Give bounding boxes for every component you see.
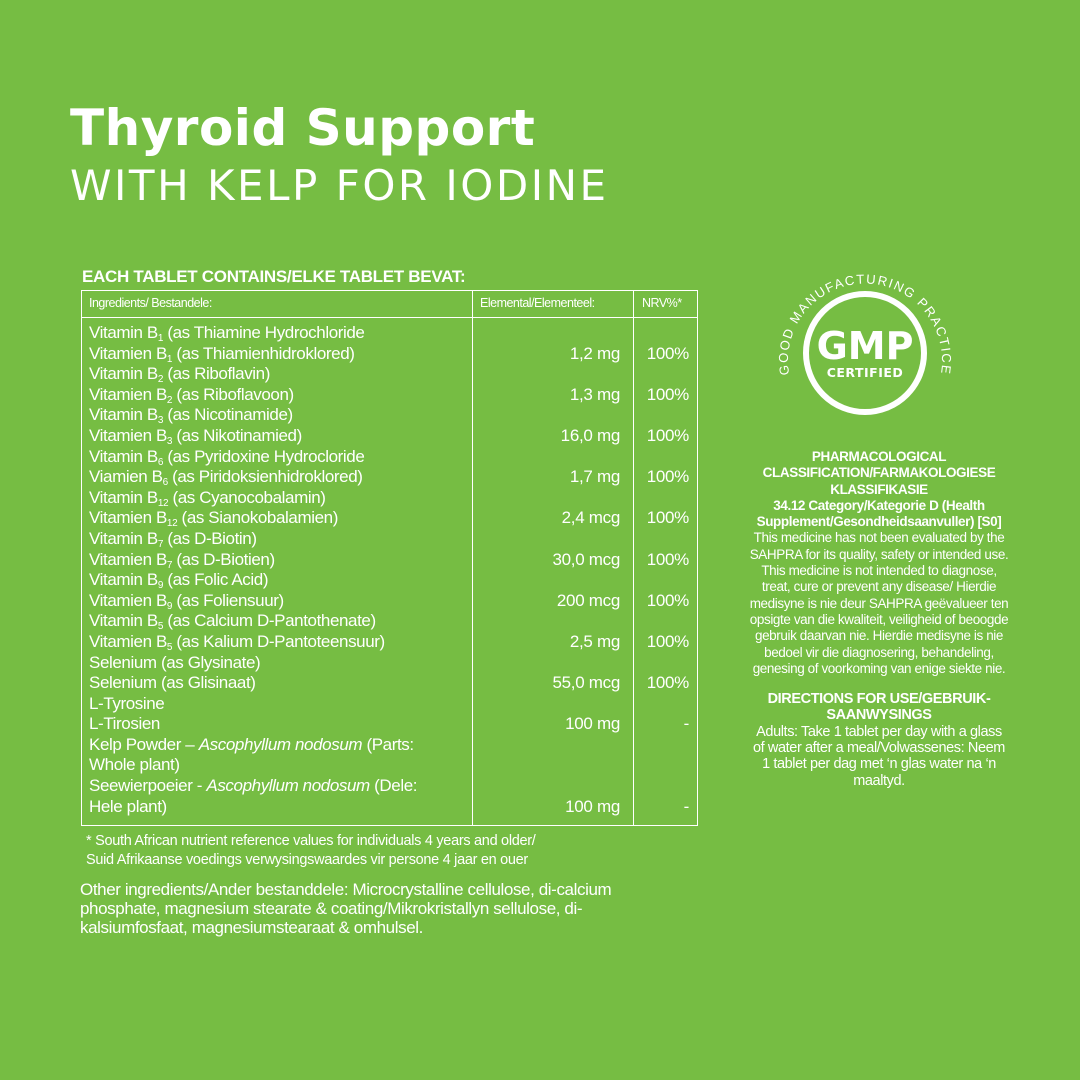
gmp-certified-badge bbox=[770, 258, 960, 448]
ingredient-line: Seewierpoeier - Ascophyllum nodosum (Dele: bbox=[89, 776, 418, 796]
classification-heading: KLASSIFIKASIE bbox=[830, 481, 928, 497]
ingredient-name bbox=[82, 323, 469, 364]
table-row bbox=[82, 405, 697, 446]
nrv-percent: 100% bbox=[646, 384, 689, 404]
nrv-percent: 100% bbox=[646, 508, 689, 528]
column-header-nrv: NRV%* bbox=[642, 296, 682, 310]
elemental-amount: 1,2 mg bbox=[569, 343, 620, 363]
product-title: Thyroid Support bbox=[70, 99, 536, 157]
badge-certified-text: CERTIFIED bbox=[826, 365, 904, 380]
ingredient-line: Vitamien $B_9$ (as Foliensuur) bbox=[89, 590, 284, 612]
product-subtitle: WITH KELP FOR IODINE bbox=[70, 161, 609, 210]
elemental-amount: 200 mcg bbox=[556, 590, 620, 610]
ingredient-line: L-Tyrosine bbox=[89, 693, 165, 713]
footnote-line: * South African nutrient reference values for individuals 4 years and older/ bbox=[86, 833, 536, 849]
ingredient-name bbox=[82, 611, 469, 652]
regulatory-info bbox=[729, 449, 1029, 789]
ingredient-line: Selenium (as Glysinate) bbox=[89, 652, 261, 672]
elemental-amount: 1,3 mg bbox=[569, 384, 620, 404]
ingredient-line: Viamien $B_6$ (as Piridoksienhidroklored) bbox=[89, 467, 363, 489]
elemental-amount: 1,7 mg bbox=[569, 467, 620, 487]
table-row bbox=[82, 323, 697, 364]
table-row bbox=[82, 447, 697, 488]
nrv-percent: 100% bbox=[646, 343, 689, 363]
table-row bbox=[82, 694, 697, 735]
footnote-line: Suid Afrikaanse voedings verwysingswaardes vir persone 4 jaar en ouer bbox=[86, 852, 528, 868]
nrv-percent: 100% bbox=[646, 590, 689, 610]
disclaimer-line: treat, cure or prevent any disease/ Hierdie bbox=[761, 579, 997, 595]
nrv-percent: - bbox=[683, 796, 689, 816]
ingredient-line: L-Tirosien bbox=[89, 714, 160, 734]
disclaimer-text bbox=[729, 530, 1029, 677]
elemental-amount: 55,0 mcg bbox=[552, 673, 620, 693]
nrv-percent: 100% bbox=[646, 631, 689, 651]
elemental-amount: 100 mg bbox=[565, 796, 620, 816]
ingredient-line: Vitamin $B_9$ (as Folic Acid) bbox=[89, 570, 269, 592]
ingredient-name bbox=[82, 653, 469, 694]
disclaimer-line: This medicine has not been evaluated by the bbox=[753, 530, 1005, 546]
table-row bbox=[82, 364, 697, 405]
ingredient-name bbox=[82, 570, 469, 611]
nrv-footnote bbox=[86, 832, 536, 870]
ingredient-line: Whole plant) bbox=[89, 755, 180, 775]
elemental-amount: 2,5 mg bbox=[569, 631, 620, 651]
ingredient-name bbox=[82, 405, 469, 446]
ingredient-line: Vitamin $B_3$ (as Nicotinamide) bbox=[89, 405, 293, 427]
ingredient-line: Hele plant) bbox=[89, 796, 167, 816]
disclaimer-line: genesing of voorkoming van enige siekte nie. bbox=[752, 660, 1006, 676]
ingredient-line: Selenium (as Glisinaat) bbox=[89, 673, 256, 693]
classification-category: 34.12 Category/Kategorie D (Health bbox=[773, 497, 985, 513]
table-row bbox=[82, 529, 697, 570]
classification-heading: CLASSIFICATION/FARMAKOLOGIESE bbox=[762, 465, 996, 481]
ingredient-line: Vitamien $B_3$ (as Nikotinamied) bbox=[89, 425, 302, 447]
column-header-elemental: Elemental/Elementeel: bbox=[480, 296, 595, 310]
ingredient-line: Kelp Powder – Ascophyllum nodosum (Parts: bbox=[89, 734, 414, 754]
ingredient-line: Vitamien $B_1$ (as Thiamienhidroklored) bbox=[89, 343, 355, 365]
elemental-amount: 16,0 mg bbox=[560, 425, 620, 445]
ingredient-name bbox=[82, 488, 469, 529]
nrv-percent: - bbox=[683, 714, 689, 734]
disclaimer-line: medisyne is nie deur SAHPRA geëvalueer ten bbox=[749, 595, 1009, 611]
other-ingredients: Other ingredients/Ander bestanddele: Microcrystalline cellulose, di-calcium phosphate, magnesium stearate & coating/Mikrokristallyn sellulose, di-kalsiumfosfaat, magnesiumstearaat & omhulsel. bbox=[80, 880, 612, 937]
header-divider bbox=[82, 317, 697, 318]
directions-heading: SAANWYSINGS bbox=[826, 707, 932, 724]
elemental-amount: 2,4 mcg bbox=[561, 508, 620, 528]
ingredient-name bbox=[82, 364, 469, 405]
ingredient-line: Vitamin $B_5$ (as Calcium D-Pantothenate) bbox=[89, 611, 376, 633]
nrv-percent: 100% bbox=[646, 549, 689, 569]
classification-heading: PHARMACOLOGICAL bbox=[811, 449, 947, 464]
table-row bbox=[82, 570, 697, 611]
table-row bbox=[82, 488, 697, 529]
table-row bbox=[82, 611, 697, 652]
ingredient-line: Vitamin $B_6$ (as Pyridoxine Hydrocloride bbox=[89, 446, 365, 468]
badge-gmp-text: GMP bbox=[816, 324, 914, 368]
ingredient-line: Vitamin $B_{12}$ (as Cyanocobalamin) bbox=[89, 487, 326, 509]
ingredient-line: Vitamin $B_2$ (as Riboflavin) bbox=[89, 364, 270, 386]
table-row bbox=[82, 653, 697, 694]
directions-line: of water after a meal/Volwassenes: Neem bbox=[753, 740, 1005, 757]
elemental-amount: 30,0 mcg bbox=[552, 549, 620, 569]
directions-line: Adults: Take 1 tablet per day with a glass bbox=[756, 723, 1002, 740]
directions-heading: DIRECTIONS FOR USE/GEBRUIK- bbox=[767, 691, 991, 708]
ingredient-line: Vitamin $B_7$ (as D-Biotin) bbox=[89, 528, 257, 550]
ingredient-line: Vitamien $B_{12}$ (as Sianokobalamien) bbox=[89, 508, 338, 530]
disclaimer-line: SAHPRA for its quality, safety or intended use. bbox=[749, 546, 1009, 562]
directions-line: maaltyd. bbox=[853, 772, 905, 789]
classification-category: Supplement/Gesondheidsaanvuller) [S0] bbox=[756, 514, 1002, 530]
nrv-percent: 100% bbox=[646, 673, 689, 693]
ingredient-name bbox=[82, 694, 469, 735]
elemental-amount: 100 mg bbox=[565, 714, 620, 734]
disclaimer-line: bedoel vir die diagnosering, behandeling, bbox=[764, 644, 994, 660]
ingredient-line: Vitamien $B_2$ (as Riboflavoon) bbox=[89, 384, 294, 406]
ingredient-line: Vitamien $B_5$ (as Kalium D-Pantoteensuur) bbox=[89, 631, 385, 653]
disclaimer-line: This medicine is not intended to diagnose, bbox=[761, 563, 997, 579]
ingredient-line: Vitamien $B_7$ (as D-Biotien) bbox=[89, 549, 275, 571]
table-body bbox=[82, 323, 697, 817]
ingredient-name bbox=[82, 447, 469, 488]
table-heading: EACH TABLET CONTAINS/ELKE TABLET BEVAT: bbox=[82, 267, 466, 286]
ingredient-line: Vitamin $B_1$ (as Thiamine Hydrochloride bbox=[89, 323, 365, 344]
disclaimer-line: opsigte van die kwaliteit, veiligheid of beoogde bbox=[749, 611, 1009, 627]
disclaimer-line: gebruik daarvan nie. Hierdie medisyne is nie bbox=[754, 628, 1004, 644]
table-row bbox=[82, 735, 697, 817]
ingredients-table bbox=[81, 290, 698, 826]
ingredient-name bbox=[82, 529, 469, 570]
directions-line: 1 tablet per dag met ‘n glas water na ‘n bbox=[762, 756, 996, 773]
column-header-ingredients: Ingredients/ Bestandele: bbox=[89, 296, 212, 310]
directions-text bbox=[729, 724, 1029, 789]
nrv-percent: 100% bbox=[646, 425, 689, 445]
nrv-percent: 100% bbox=[646, 467, 689, 487]
ingredient-name bbox=[82, 735, 469, 817]
badge-arc-text: GOOD MANUFACTURING PRACTICE bbox=[775, 271, 955, 377]
